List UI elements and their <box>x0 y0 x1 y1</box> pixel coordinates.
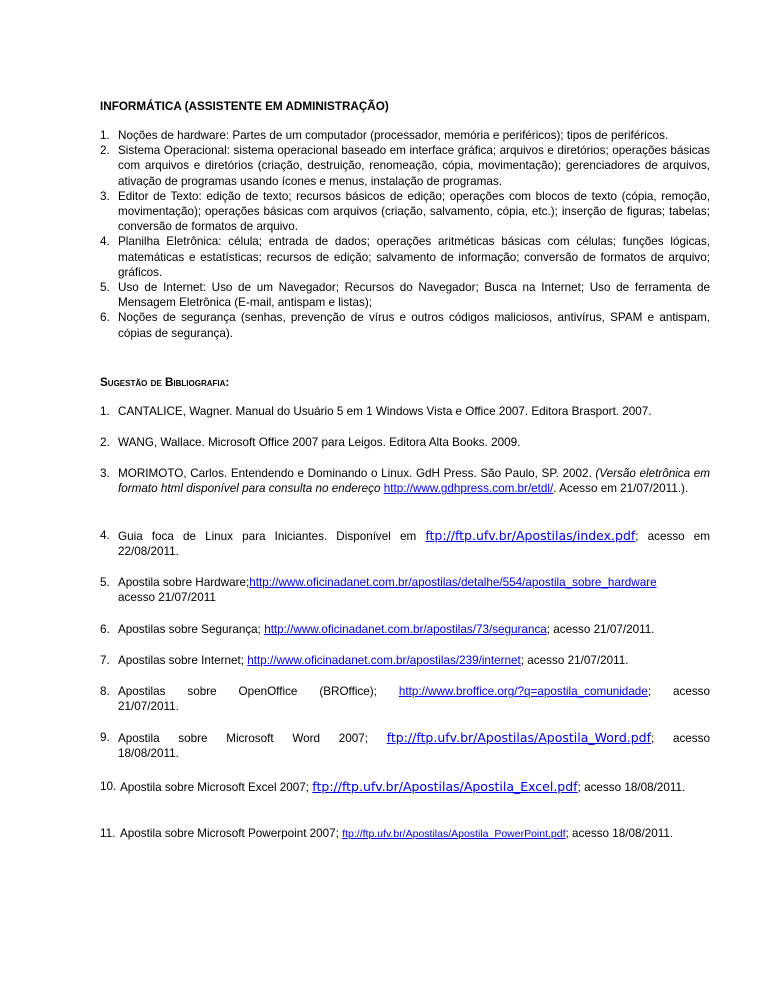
reference-access: . Acesso em 21/07/2011.). <box>553 482 689 496</box>
reference-note: (Versão eletrônica em formato html disponível para consulta no endereço <box>118 467 710 496</box>
reference-link[interactable]: http://www.oficinadanet.com.br/apostilas/239/internet <box>247 654 521 667</box>
reference-access: acesso 21/07/2011 <box>118 591 216 605</box>
reference-link[interactable]: ftp://ftp.ufv.br/Apostilas/Apostila_PowerPoint.pdf <box>342 828 566 840</box>
reference-number: 4. <box>100 529 110 542</box>
reference-text: Apostilas sobre Internet; <box>118 654 245 667</box>
topic-item <box>100 189 710 235</box>
reference-number: 11. <box>100 827 116 840</box>
reference-item <box>100 404 710 419</box>
reference-number: 7. <box>100 654 110 667</box>
reference-item <box>100 684 710 714</box>
reference-number: 1. <box>100 405 110 418</box>
topic-item <box>100 310 710 340</box>
reference-access: ; acesso 21/07/2011. <box>118 685 711 714</box>
reference-item <box>100 575 710 605</box>
reference-text: MORIMOTO, Carlos. Entendendo e Dominando o Linux. GdH Press. São Paulo, SP. 2002. <box>118 467 592 480</box>
reference-text: Guia foca de Linux para Iniciantes. Disponível em <box>118 530 417 543</box>
topic-number: 3. <box>100 189 110 203</box>
topic-text: Uso de Internet: Uso de um Navegador; Recursos do Navegador; Busca na Internet; Uso de ferramenta de Mensagem Eletrônica (E-mail, antispam e listas); <box>118 281 710 310</box>
topic-number: 5. <box>100 281 110 295</box>
topic-item <box>100 128 710 143</box>
topic-item <box>100 280 710 310</box>
reference-text: Apostila sobre Microsoft Powerpoint 2007; <box>120 827 339 840</box>
topics-list <box>100 128 710 341</box>
reference-access: ; acesso 18/08/2011. <box>565 827 674 840</box>
reference-link[interactable]: ftp://ftp.ufv.br/Apostilas/Apostila_Word.pdf <box>386 730 652 745</box>
topic-text: Noções de segurança (senhas, prevenção de vírus e outros códigos maliciosos, antivírus, SPAM e antispam, cópias de segurança). <box>118 311 710 340</box>
reference-access: ; acesso 21/07/2011. <box>546 623 655 636</box>
reference-link[interactable]: http://www.oficinadanet.com.br/apostilas/73/seguranca <box>264 623 547 636</box>
reference-item <box>100 528 710 559</box>
bibliography-heading: Sugestão de Bibliografia: <box>100 376 230 389</box>
reference-link[interactable]: http://www.oficinadanet.com.br/apostilas/detalhe/554/apostila_sobre_hardware <box>249 576 657 589</box>
topic-number: 4. <box>100 235 110 249</box>
reference-access: ; acesso em 22/08/2011. <box>118 530 711 559</box>
reference-number: 8. <box>100 685 110 698</box>
reference-text: WANG, Wallace. Microsoft Office 2007 para Leigos. Editora Alta Books. 2009. <box>118 436 521 449</box>
reference-link[interactable]: http://www.gdhpress.com.br/etdl/ <box>383 482 554 496</box>
reference-item <box>100 466 710 496</box>
reference-access: ; acesso 18/08/2011. <box>118 732 710 761</box>
reference-item <box>100 779 710 795</box>
reference-item <box>100 622 710 637</box>
topic-item <box>100 234 710 280</box>
reference-number: 5. <box>100 576 110 589</box>
reference-text: Apostila sobre Hardware; <box>118 576 250 589</box>
page-title: INFORMÁTICA (ASSISTENTE EM ADMINISTRAÇÃO) <box>100 100 389 113</box>
topic-text: Sistema Operacional: sistema operacional baseado em interface gráfica; arquivos e diretórios; operações básicas com arquivos e diretórios (criação, destruição, renomeação, cópia, movimentação); gerenciadores de arquivos, ativação de programas usando ícones e menus, instalação de programas. <box>118 144 710 188</box>
reference-link[interactable]: ftp://ftp.ufv.br/Apostilas/Apostila_Excel.pdf <box>312 779 578 794</box>
topic-number: 6. <box>100 311 110 325</box>
reference-number: 3. <box>100 467 110 480</box>
reference-number: 10. <box>100 780 117 793</box>
reference-text: Apostilas sobre OpenOffice (BROffice); <box>118 685 377 698</box>
reference-text: Apostilas sobre Segurança; <box>118 623 261 636</box>
reference-number: 2. <box>100 436 110 449</box>
reference-item <box>100 435 710 450</box>
reference-link[interactable]: ftp://ftp.ufv.br/Apostilas/index.pdf <box>425 528 636 543</box>
reference-link[interactable]: http://www.broffice.org/?q=apostila_comunidade <box>398 685 648 698</box>
reference-text: CANTALICE, Wagner. Manual do Usuário 5 em 1 Windows Vista e Office 2007. Editora Brasport. 2007. <box>118 405 652 418</box>
reference-text: Apostila sobre Microsoft Excel 2007; <box>120 781 310 794</box>
reference-number: 6. <box>100 623 110 636</box>
reference-number: 9. <box>100 731 110 744</box>
reference-item <box>100 730 710 761</box>
reference-item <box>100 826 710 842</box>
reference-text: Apostila sobre Microsoft Word 2007; <box>118 732 368 745</box>
topic-text: Planilha Eletrônica: célula; entrada de dados; operações aritméticas básicas com células; funções lógicas, matemáticas e estatísticas; recursos de edição; salvamento de informação; conversão de formatos de arquivo; gráficos. <box>118 235 710 279</box>
reference-access: ; acesso 21/07/2011. <box>520 654 629 667</box>
topic-item <box>100 143 710 189</box>
topic-number: 1. <box>100 129 110 142</box>
topic-text: Noções de hardware: Partes de um computador (processador, memória e periféricos); tipos de periféricos. <box>118 129 669 142</box>
reference-item <box>100 653 710 668</box>
topic-text: Editor de Texto: edição de texto; recursos básicos de edição; operações com blocos de texto (cópia, remoção, movimentação); operações básicas com arquivos (criação, salvamento, cópia, etc.); inserção de figuras; tabelas; conversão de formatos de arquivo. <box>118 189 710 234</box>
topic-number: 2. <box>100 144 110 158</box>
reference-access: ; acesso 18/08/2011. <box>577 781 686 794</box>
